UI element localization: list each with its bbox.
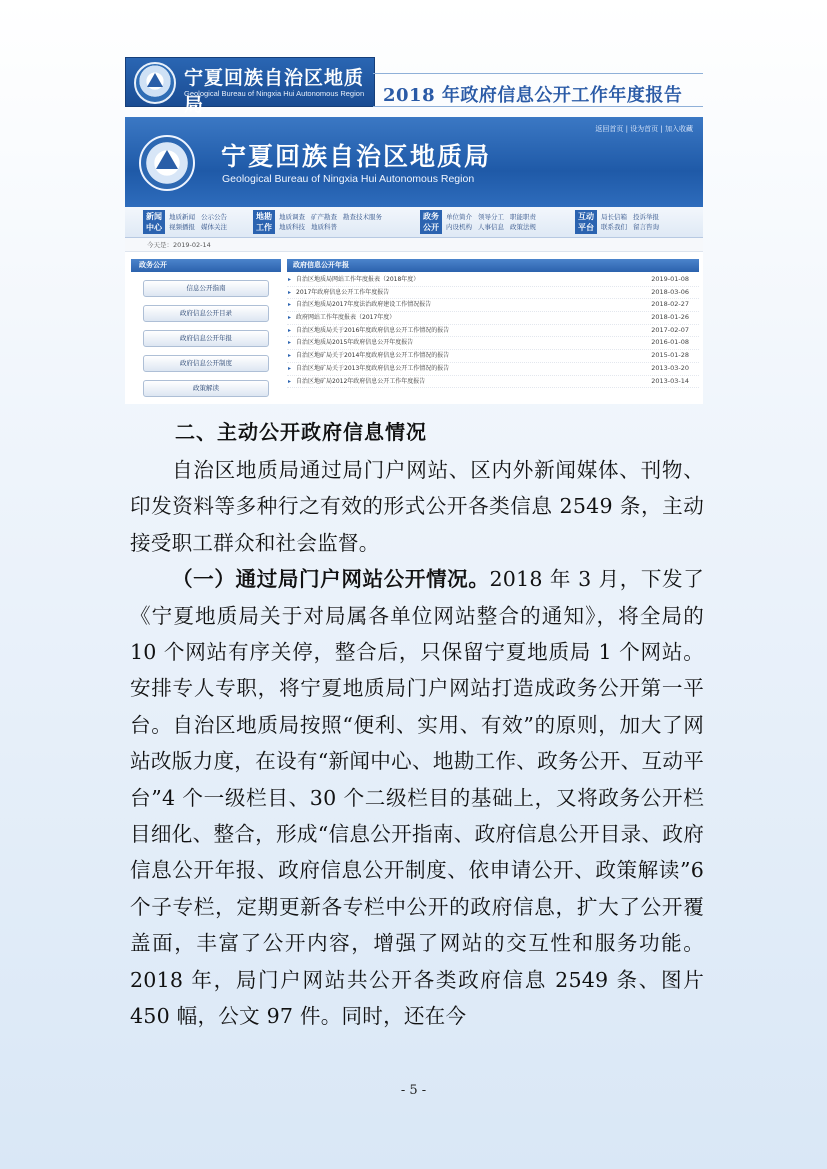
section-heading: 二、主动公开政府信息情况	[175, 420, 427, 444]
site-name-cn: 宁夏回族自治区地质局	[221, 142, 492, 171]
sidebar-button-policy[interactable]: 政策解读	[143, 380, 269, 397]
document-body	[130, 412, 704, 1035]
nav-link[interactable]: 地质调查	[279, 213, 305, 221]
list-item[interactable]	[287, 350, 699, 363]
page-number: - 5 -	[400, 1083, 427, 1098]
nav-link[interactable]: 人事信息	[478, 223, 504, 231]
report-title: 2018 年政府信息公开工作年度报告	[383, 85, 683, 106]
nav-link[interactable]: 视频播报	[169, 223, 195, 231]
list-item-title[interactable]: 自治区地矿局关于2014年度政府信息公开工作情况的报告	[296, 352, 450, 360]
paragraph-lead: （一）通过局门户网站公开情况。	[172, 567, 490, 592]
nav-link[interactable]: 公示公告	[201, 213, 227, 221]
right-panel-title: 政府信息公开年报	[287, 259, 699, 272]
list-item-date: 2017-02-07	[651, 325, 689, 334]
bureau-emblem-icon	[134, 62, 176, 104]
list-item[interactable]	[287, 337, 699, 350]
header-rule-bottom	[373, 106, 703, 107]
nav-links-affairs	[446, 212, 542, 232]
header-rule-top	[373, 73, 703, 74]
list-item-date: 2016-01-08	[651, 338, 689, 347]
nav-link[interactable]: 留言咨询	[633, 223, 659, 231]
list-item-date: 2018-02-27	[651, 300, 689, 309]
nav-links-geology	[279, 212, 388, 232]
paragraph-overview: 自治区地质局通过局门户网站、区内外新闻媒体、刊物、印发资料等多种行之有效的形式公开各类信息 2549 条，主动接受职工群众和社会监督。	[130, 458, 704, 555]
nav-link[interactable]: 地质科普	[311, 223, 337, 231]
list-item-date: 2018-01-26	[651, 313, 689, 322]
nav-link[interactable]: 勘查技术服务	[343, 213, 382, 221]
nav-link[interactable]: 地质新闻	[169, 213, 195, 221]
nav-link[interactable]: 地质科技	[279, 223, 305, 231]
list-item-title[interactable]: 政府网站工作年度报表（2017年度）	[296, 314, 396, 322]
site-left-panel	[131, 259, 281, 404]
nav-badge-interact[interactable]: 互动 平台	[575, 210, 597, 234]
nav-links-news	[169, 212, 233, 232]
nav-link[interactable]: 联系我们	[601, 223, 627, 231]
sidebar-button-annual-report[interactable]: 政府信息公开年报	[143, 330, 269, 347]
nav-link[interactable]: 职能职责	[510, 213, 536, 221]
nav-link[interactable]: 领导分工	[478, 213, 504, 221]
site-name-en: Geological Bureau of Ningxia Hui Autonomous Region	[222, 173, 475, 185]
nav-links-interact	[601, 212, 665, 232]
nav-link[interactable]: 媒体关注	[201, 223, 227, 231]
list-item-title[interactable]: 自治区地质局网站工作年度报表（2018年度）	[296, 276, 420, 283]
document-header	[125, 57, 703, 116]
nav-badge-news[interactable]: 新闻 中心	[143, 210, 165, 234]
nav-link[interactable]: 矿产勘查	[311, 213, 337, 221]
list-item-title[interactable]: 自治区地矿局2012年政府信息公开工作年度报告	[296, 377, 426, 385]
list-item[interactable]	[287, 299, 699, 312]
site-right-panel	[287, 259, 699, 404]
list-item-date: 2013-03-20	[651, 363, 689, 372]
list-item[interactable]	[287, 274, 699, 287]
sidebar-button-guide[interactable]: 信息公开指南	[143, 280, 269, 297]
list-item-title[interactable]: 2017年政府信息公开工作年度报告	[296, 288, 390, 296]
sidebar-button-catalog[interactable]: 政府信息公开目录	[143, 305, 269, 322]
list-item[interactable]	[287, 312, 699, 325]
site-top-links[interactable]: 返回首页 | 设为首页 | 加入收藏	[595, 125, 693, 133]
nav-link[interactable]: 局长信箱	[601, 213, 627, 221]
sidebar-button-rules[interactable]: 政府信息公开制度	[143, 355, 269, 372]
header-org-name-cn: 宁夏回族自治区地质局	[184, 67, 365, 116]
header-org-name-en: Geological Bureau of Ningxia Hui Autonomous Region	[184, 89, 365, 98]
nav-badge-affairs[interactable]: 政务 公开	[420, 210, 442, 234]
nav-link[interactable]: 单位简介	[446, 213, 472, 221]
list-item-date: 2013-03-14	[651, 376, 689, 385]
nav-link[interactable]: 内设机构	[446, 223, 472, 231]
list-item-date: 2018-03-06	[651, 287, 689, 296]
paragraph-website	[130, 561, 704, 1034]
list-item-title[interactable]: 自治区地质局2017年度法治政府建设工作情况报告	[296, 301, 432, 309]
nav-link[interactable]: 投诉举报	[633, 213, 659, 221]
site-main-nav	[125, 207, 703, 238]
list-item[interactable]	[287, 325, 699, 338]
list-item-title[interactable]: 自治区地质局2015年政府信息公开年度报告	[296, 339, 414, 347]
paragraph-website-text: 2018 年 3 月，下发了《宁夏地质局关于对局属各单位网站整合的通知》，将全局的 10 个网站有序关停，整合后，只保留宁夏地质局 1 个网站。安排专人专职，将宁夏地质局门户网站打造成政务公开第一平台。自治区地质局按照“便利、实用、有效”的原则，加大了网站改版力度，在设有“新闻中心、地勘工作、政务公开、互动平台”4 个一级栏目、30 个二级栏目的基础上，又将政务公开栏目细化、整合，形成“信息公开指南、政府信息公开目录、政府信息公开年报、政府信息公开制度、依申请公开、政策解读”6 个子专栏，定期更新各专栏中公开的政府信息，扩大了公开覆盖面，丰富了公开内容，增强了网站的交互性和服务功能。2018 年，局门户网站共公开各类政府信息 2549 条、图片 450 幅，公文 97 件。同时，还在今	[130, 567, 704, 1029]
list-item[interactable]	[287, 287, 699, 300]
site-banner	[125, 117, 703, 207]
nav-link[interactable]: 政策法规	[510, 223, 536, 231]
list-item-date: 2015-01-28	[651, 351, 689, 360]
list-item[interactable]	[287, 363, 699, 376]
site-date-line: 今天是：2019-02-14	[125, 238, 703, 252]
report-list	[287, 272, 699, 388]
list-item-date: 2019-01-08	[651, 275, 689, 283]
nav-badge-geology[interactable]: 地勘 工作	[253, 210, 275, 234]
website-screenshot	[125, 117, 703, 404]
header-logo-block	[125, 57, 375, 116]
list-item[interactable]	[287, 376, 699, 389]
list-item-title[interactable]: 自治区地矿局关于2013年度政府信息公开工作情况的报告	[296, 364, 450, 372]
list-item-title[interactable]: 自治区地质局关于2016年度政府信息公开工作情况的报告	[296, 326, 450, 334]
site-emblem-icon	[139, 135, 195, 191]
left-panel-title: 政务公开	[131, 259, 281, 272]
